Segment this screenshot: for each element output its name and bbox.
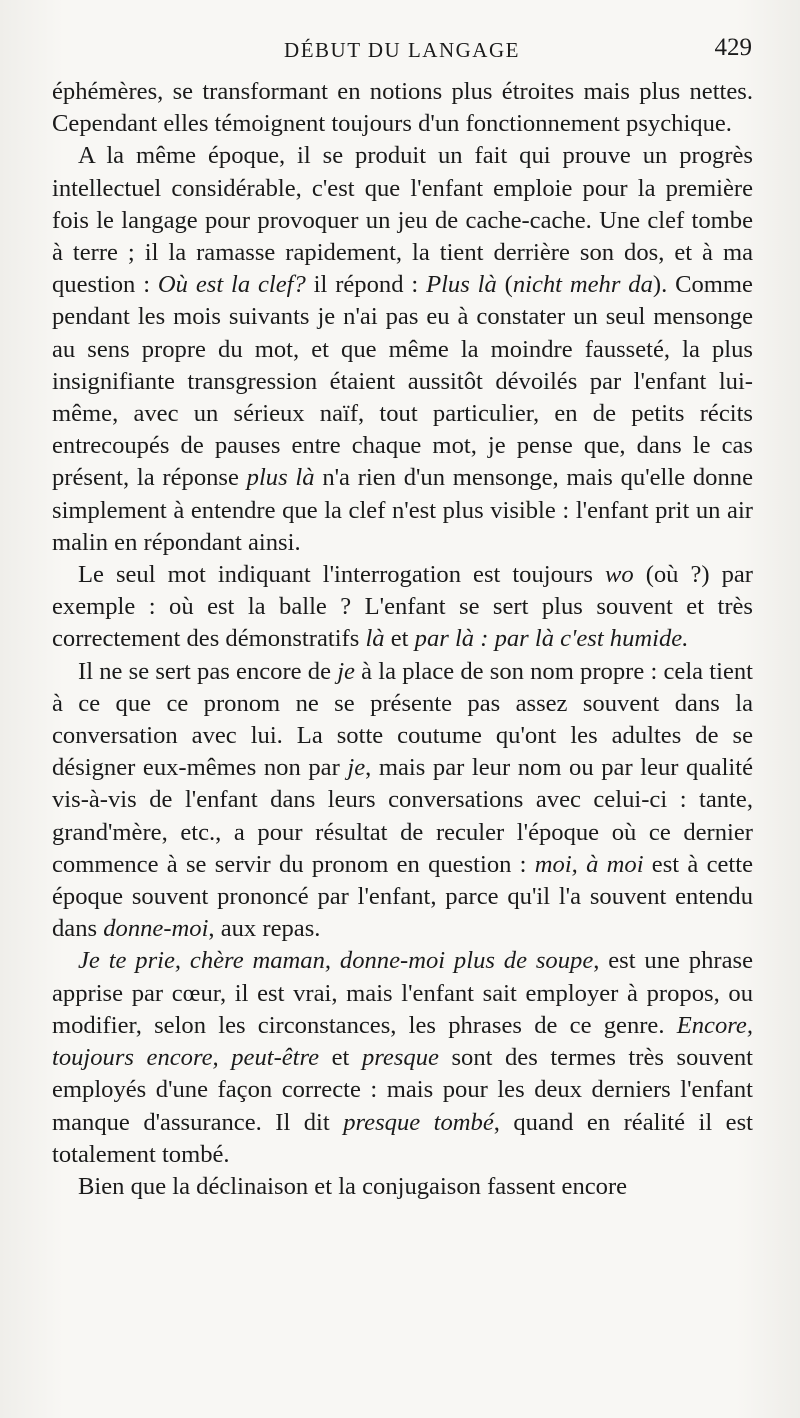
paragraph [52, 656, 753, 946]
text-run: à la place de son nom propre : cela tient à ce que ce pronom ne se présente pas assez souvent dans la conversation avec lui. La sotte coutume qu'ont les adultes de se désigner eux-mêmes non par [52, 657, 753, 782]
body-text [52, 76, 753, 1203]
text-run: ( [496, 271, 513, 299]
paragraph [52, 559, 753, 656]
running-title: DÉBUT DU LANGAGE [284, 38, 520, 62]
text-run: éphémères, se transformant en notions plus étroites mais plus nettes. Cependant elles témoignent toujours d'un fonctionnement psychique. [52, 78, 753, 138]
italic-text: je [347, 754, 366, 782]
text-run: , est une phrase apprise par cœur, il est vrai, mais l'enfant sait employer à propos, ou modifier, selon les circonstances, les phrases de ce genre. [52, 947, 753, 1039]
italic-text: là [365, 625, 385, 653]
italic-text: donne-moi [103, 915, 209, 943]
text-run: ). Comme pendant les mois suivants je n'ai pas eu à constater un seul mensonge au sens propre du mot, et que même la moindre fausseté, la plus insignifiante transgression étaient aussitôt dévoilés par l'enfant lui-même, avec un sérieux naïf, tout particulier, en de petits récits entrecoupés de pauses entre chaque mot, je pense que, dans le cas présent, la réponse [52, 271, 753, 492]
page-number: 429 [714, 34, 752, 61]
text-run: , mais par leur nom ou par leur qualité vis-à-vis de l'enfant dans leurs conversations avec celui-ci : tante, grand'mère, etc., a pour résultat de reculer l'époque où ce dernier commence à se servir du pronom en question : [52, 754, 753, 878]
paragraph [52, 140, 753, 559]
italic-text: Plus là [426, 271, 497, 299]
italic-text: Je te prie, chère maman, donne-moi plus de soupe [78, 947, 594, 975]
italic-text: plus là [246, 464, 315, 492]
italic-text: je [337, 657, 355, 685]
italic-text: wo [604, 561, 634, 589]
text-run: sont des termes très souvent employés d'une façon correcte : mais pour les deux derniers l'enfant manque d'assurance. Il dit [52, 1044, 753, 1136]
text-run: et [384, 625, 415, 653]
text-run: , quand en réalité il est totalement tombé. [52, 1108, 753, 1168]
text-run: Le seul mot indiquant l'interrogation est toujours [78, 561, 605, 589]
text-run: est à cette époque souvent prononcé par l'enfant, parce qu'il l'a souvent entendu dans [52, 850, 753, 943]
italic-text: Encore, toujours encore, peut-être [52, 1011, 753, 1072]
italic-text: presque [361, 1044, 439, 1072]
text-run: Il ne se sert pas encore de [78, 657, 338, 685]
text-run: , aux repas. [208, 915, 321, 943]
italic-text: presque tombé [343, 1108, 494, 1136]
italic-text: moi, à moi [534, 850, 644, 878]
italic-text: nicht mehr da [512, 271, 653, 299]
text-run: (où ?) par exemple : où est la balle ? L'enfant se sert plus souvent et très correctement des démonstratifs [52, 561, 753, 653]
paragraph [52, 945, 753, 1170]
italic-text: par là : par là c'est humide. [414, 625, 689, 653]
text-run: n'a rien d'un mensonge, mais qu'elle donne simplement à entendre que la clef n'est plus visible : l'enfant prit un air malin en répondant ainsi. [52, 464, 753, 556]
italic-text: Où est la clef? [157, 271, 306, 299]
paragraph [52, 76, 753, 140]
text-run: Bien que la déclinaison et la conjugaison fassent encore [78, 1172, 628, 1200]
text-run: et [319, 1044, 362, 1072]
page-header [52, 34, 752, 74]
paragraph [52, 1171, 753, 1203]
text-run: il répond : [305, 271, 427, 299]
text-run: A la même époque, il se produit un fait qui prouve un progrès intellectuel considérable, c'est que l'enfant emploie pour la première fois le langage pour provoquer un jeu de cache-cache. Une clef tombe à terre ; il la ramasse rapidement, la tient derrière son dos, et à ma question : [52, 142, 753, 299]
